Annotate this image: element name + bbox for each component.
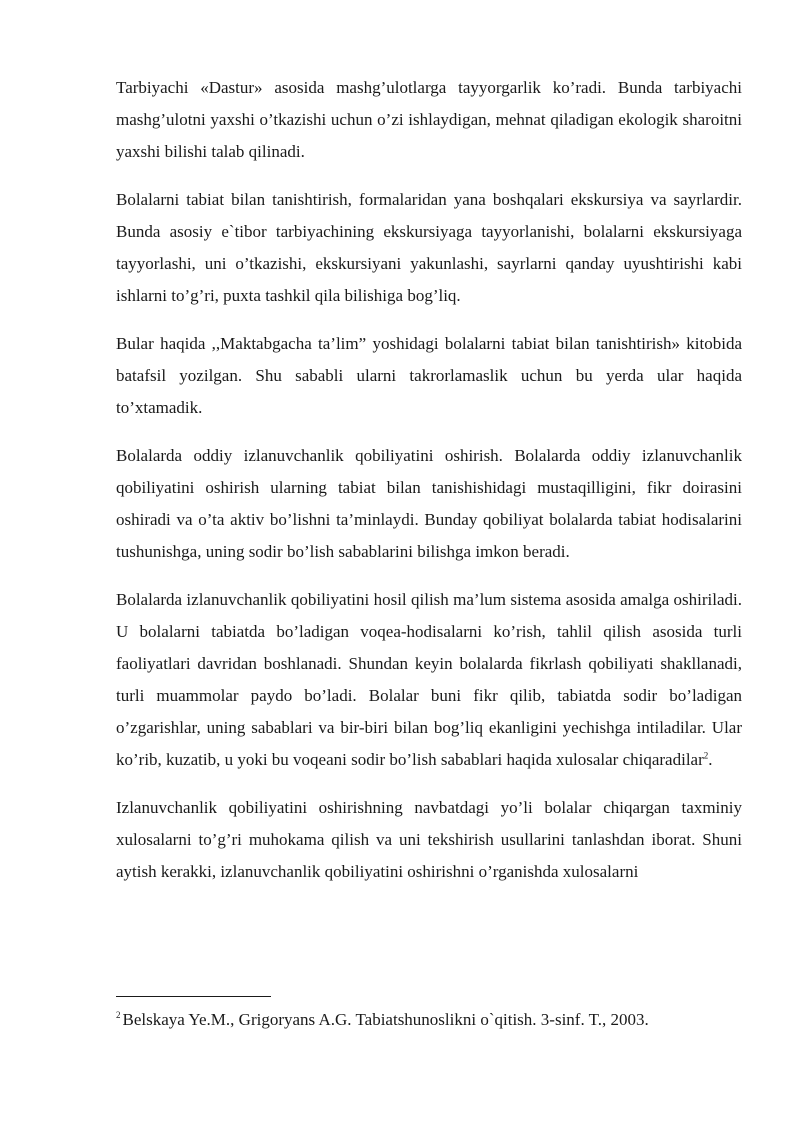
footnote-divider [116,996,271,997]
paragraph-5 [116,584,742,776]
footnote-text: Belskaya Ye.M., Grigoryans A.G. Tabiatshunoslikni o`qitish. 3-sinf. T., 2003. [122,1010,649,1029]
paragraph-5-text: Bolalarda izlanuvchanlik qobiliyatini hosil qilish ma’lum sistema asosida amalga oshiriladi. U bolalarni tabiatda bo’ladigan voqea-hodisalarni ko’rish, tahlil qilish asosida turli faoliyatlari davridan boshlanadi. Shundan keyin bolalarda fikrlash qobiliyati shakllanadi, turli muammolar paydo bo’ladi. Bolalar buni fikr qilib, tabiatda sodir bo’ladigan o’zgarishlar, uning sabablari va bir-biri bilan bog’liq ekanligini yechishga intiladilar. Ular ko’rib, kuzatib, u yoki bu voqeani sodir bo’lish sabablari haqida xulosalar chiqaradilar [116,590,742,769]
footnote-reference[interactable]: 2 [703,750,709,761]
paragraph-6: Izlanuvchanlik qobiliyatini oshirishning navbatdagi yo’li bolalar chiqargan taxminiy xulosalarni to’g’ri muhokama qilish va uni tekshirish usullarini tanlashdan iborat. Shuni aytish kerakki, izlanuvchanlik qobiliyatini oshirishni o’rganishda xulosalarni [116,798,742,881]
paragraph-4: Bolalarda oddiy izlanuvchanlik qobiliyatini oshirish. Bolalarda oddiy izlanuvchanlik qobiliyatini oshirish ularning tabiat bilan tanishishidagi mustaqilligini, fikr doirasini oshiradi va o’ta aktiv bo’lishni ta’minlaydi. Bunday qobiliyat bolalarda tabiat hodisalarini tushunishga, uning sodir bo’lish sabablarini bilishga imkon beradi. [116,446,742,561]
footnote-marker: 2 [116,1010,121,1021]
footnote [116,1008,742,1032]
paragraph-5-end: . [708,750,713,769]
paragraph-3: Bular haqida ,,Maktabgacha ta’lim” yoshidagi bolalarni tabiat bilan tanishtirish» kitobida batafsil yozilgan. Shu sababli ularni takrorlamaslik uchun bu yerda ular haqida to’xtamadik. [116,334,742,417]
document-body [116,72,742,904]
paragraph-2: Bolalarni tabiat bilan tanishtirish, formalaridan yana boshqalari ekskursiya va sayrlardir. Bunda asosiy e`tibor tarbiyachining ekskursiyaga tayyorlanishi, bolalarni ekskursiyaga tayyorlashi, uni o’tkazishi, ekskursiyani yakunlashi, sayrlarni qanday uyushtirishi kabi ishlarni to’g’ri, puxta tashkil qila bilishiga bog’liq. [116,190,742,305]
paragraph-1: Tarbiyachi «Dastur» asosida mashg’ulotlarga tayyorgarlik ko’radi. Bunda tarbiyachi mashg’ulotni yaxshi o’tkazishi uchun o’zi ishlaydigan, mehnat qiladigan ekologik sharoitni yaxshi bilishi talab qilinadi. [116,78,742,161]
